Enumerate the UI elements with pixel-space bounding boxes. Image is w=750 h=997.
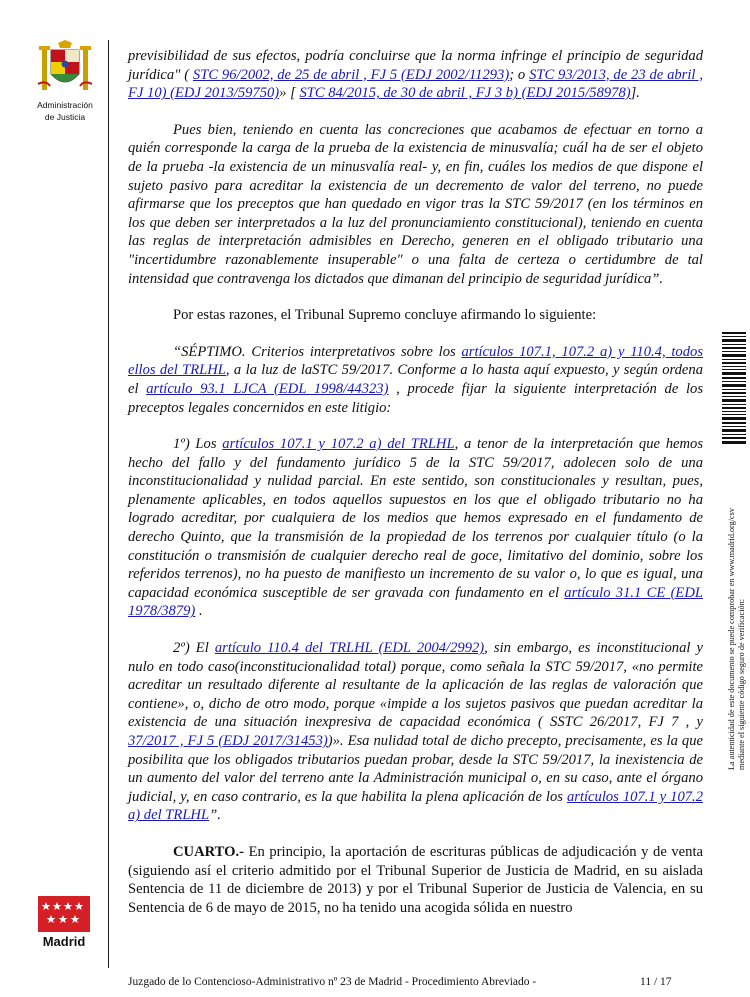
madrid-logo <box>38 896 90 949</box>
link-articulos-107-trlhl-2[interactable]: artículos 107.1 y 107.2 a) del TRLHL <box>128 788 703 824</box>
link-stc-37-2017[interactable]: 37/2017 , FJ 5 (EDJ 2017/31453) <box>128 733 328 749</box>
verification-side-text <box>727 470 746 770</box>
paragraph-point-1: 1º) Los artículos 107.1 y 107.2 a) del TRLHL, a tenor de la interpretación que hemos hecho del fallo y del fundamento jurídico 5 de la STC 59/2017, adolecen solo de una inconstitucionalidad y nulidad parcial. En este sentido, son constitucionales y resultan, pues, plenamente aplicables, en todos aquellos supuestos en los que el obligado tributario no ha logrado acreditar, por cualquiera de los medios que hemos expresado en el fundamento de derecho Quinto, que la transmisión de la propiedad de los terrenos por cualquier título (o la constitución o transmisión de cualquier derecho real de goce, limitativo del dominio, sobre los referidos terrenos), no ha puesto de manifiesto un incremento de su valor o, lo que es igual, una capacidad económica susceptible de ser gravada con fundamento en el artículo 31.1 CE (EDL 1978/3879) . <box>128 436 704 620</box>
link-articulos-107-110[interactable]: artículos 107.1, 107.2 a) y 110.4, todos ellos del TRLHL <box>128 343 703 379</box>
verification-line-2: mediante el siguiente código seguro de verificación: <box>737 599 746 770</box>
paragraph-septimo: “SÉPTIMO. Criterios interpretativos sobre los artículos 107.1, 107.2 a) y 110.4, todos ellos del TRLHL, a la luz de laSTC 59/2017. Conforme a lo hasta aquí expuesto, y según ordena el artículo 93.1 LJCA (EDL 1998/44323) , procede fijar la siguiente interpretación de los preceptos legales concernidos en este litigio: <box>128 343 704 416</box>
section-heading-cuarto: CUARTO.- <box>173 843 244 860</box>
left-margin-rule <box>108 40 109 968</box>
justice-emblem <box>30 40 100 122</box>
paragraph-quote-continuation: previsibilidad de sus efectos, podría concluirse que la norma infringe el principio de seguridad jurídica" ( STC 96/2002, de 25 de abril , FJ 5 (EDJ 2002/11293); o STC 93/2013, de 23 de abril , FJ 10) (EDJ 2013/59750)» [ STC 84/2015, de 30 de abril , FJ 3 b) (EDJ 2015/58978)]. <box>128 48 703 102</box>
madrid-logo-text: Madrid <box>42 934 86 949</box>
document-body <box>128 47 703 917</box>
emblem-label-line2: de Justicia <box>44 112 86 122</box>
link-stc-96-2002[interactable]: STC 96/2002, de 25 de abril , FJ 5 (EDJ 2002/11293) <box>192 66 510 83</box>
madrid-flag-icon <box>38 896 90 932</box>
barcode <box>722 332 746 444</box>
footer-court-reference: Juzgado de lo Contencioso-Administrativo nº 23 de Madrid - Procedimiento Abreviado - <box>128 976 537 988</box>
paragraph-por-estas-razones: Por estas razones, el Tribunal Supremo concluye afirmando lo siguiente: <box>173 307 597 324</box>
link-articulo-31-1-ce[interactable]: artículo 31.1 CE (EDL 1978/3879) <box>128 584 703 620</box>
link-stc-93-2013[interactable]: STC 93/2013, de 23 de abril , FJ 10) (EDJ 2013/59750) <box>128 66 703 102</box>
paragraph-point-2: 2º) El artículo 110.4 del TRLHL (EDL 2004/2992), sin embargo, es inconstitucional y nulo en todo caso(inconstitucionalidad total) porque, como señala la STC 59/2017, «no permite acreditar un resultado diferente al resultante de la aplicación de las reglas de valoración que contiene», o, dicho de otro modo, porque «impide a los sujetos pasivos que puedan acreditar la existencia de una situación inexpresiva de capacidad económica ( SSTC 26/2017, FJ 7 , y 37/2017 , FJ 5 (EDJ 2017/31453))». Esa nulidad total de dicho precepto, precisamente, es la que posibilita que los obligados tributarios puedan probar, desde la STC 59/2017, la inexistencia de un aumento del valor del terreno ante la Administración municipal o, en su caso, ante el órgano judicial, y, en caso contrario, es la que habilita la plena aplicación de los artículos 107.1 y 107.2 a) del TRLHL”. <box>128 640 704 824</box>
link-stc-84-2015[interactable]: STC 84/2015, de 30 de abril , FJ 3 b) (EDJ 2015/58978) <box>299 85 631 102</box>
link-articulos-107-trlhl[interactable]: artículos 107.1 y 107.2 a) del TRLHL <box>222 436 455 453</box>
link-articulo-110-4[interactable]: artículo 110.4 del TRLHL (EDL 2004/2992) <box>214 640 485 657</box>
link-articulo-93-1-ljca[interactable]: artículo 93.1 LJCA (EDL 1998/44323) <box>146 380 389 397</box>
paragraph-pues-bien: Pues bien, teniendo en cuenta las concreciones que acabamos de efectuar en torno a quién corresponde la carga de la prueba de la existencia de minusvalía; cuál ha de ser el objeto de la prueba -la existencia de un minusvalía real- y, en fin, cuáles los medios de que dispone el sujeto pasivo para acreditar la existencia de un decremento de valor del terreno, no puede afirmarse que los preceptos que han quedado en vigor tras la STC 59/2017 (en los términos en los que deben ser interpretados a la luz del pronunciamiento constitucional), teniendo en cuenta las reglas de interpretación admisibles en Derecho, generen en el obligado tributario una "incertidumbre razonablemente insuperable" o una falta de certeza o certidumbre de tal intensidad que contravenga los dictados que dimanan del principio de seguridad jurídica”. <box>128 121 703 287</box>
coat-of-arms-icon <box>36 40 94 98</box>
emblem-label-line1: Administración <box>37 100 93 110</box>
verification-line-1: La autenticidad de este documento se puede comprobar en www.madrid.org/csv <box>727 508 736 770</box>
page-number: 11 / 17 <box>640 976 672 988</box>
paragraph-cuarto: CUARTO.- En principio, la aportación de escrituras públicas de adjudicación y de venta (siguiendo así el criterio admitido por el Tribunal Superior de Justicia de Madrid, en su aislada Sentencia de 11 de diciembre de 2013) y por el Tribunal Superior de Justicia de Valencia, en su Sentencia de 6 de mayo de 2015, no ha tenido una acogida sólida en nuestro <box>128 843 703 916</box>
